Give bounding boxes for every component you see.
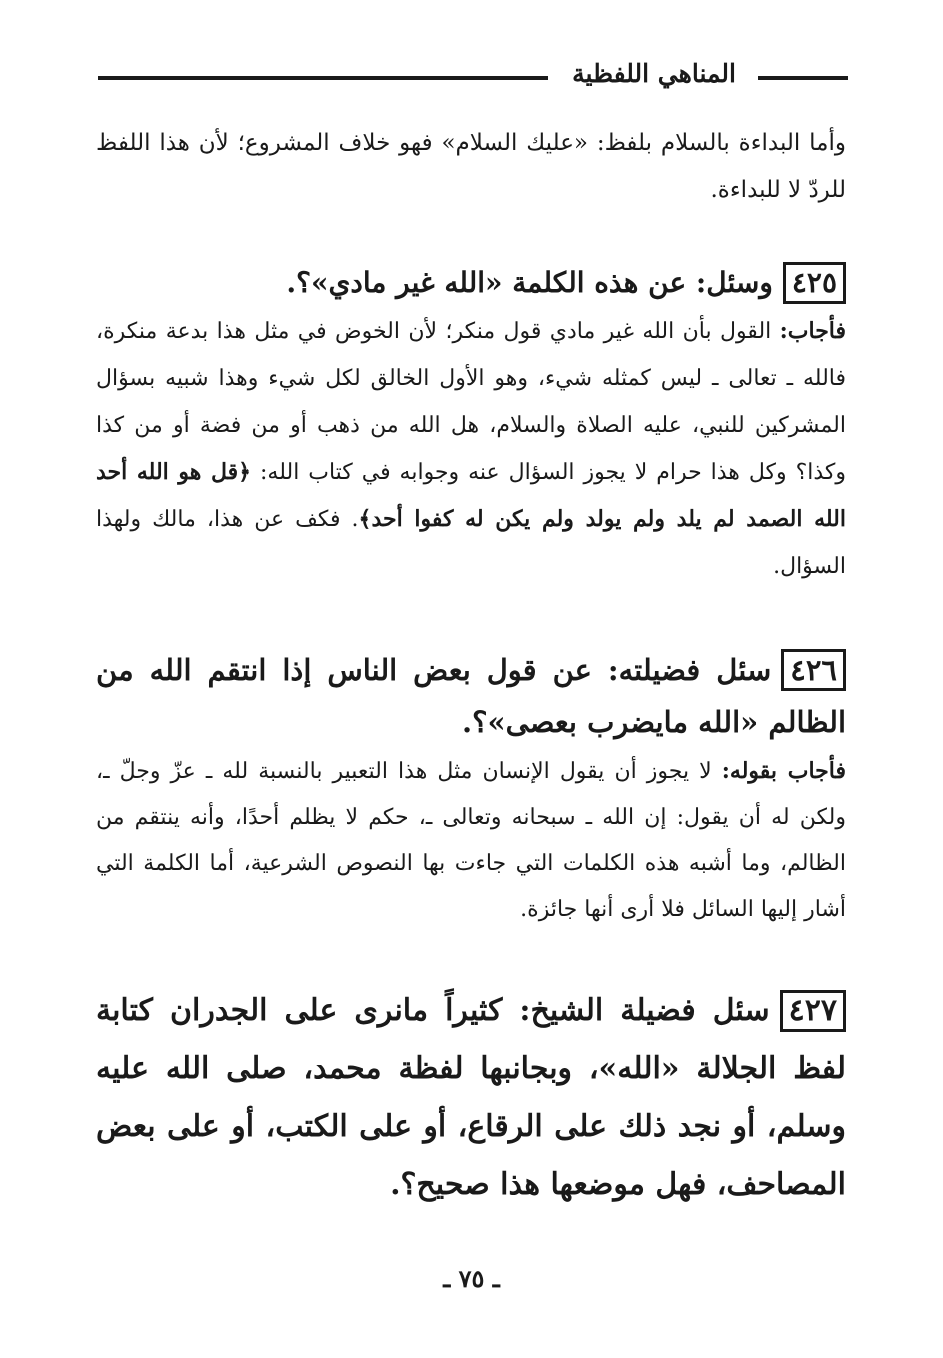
running-header bbox=[98, 52, 848, 96]
answer-lead: فأجاب: bbox=[779, 318, 847, 344]
fatwa-number-box: ٤٢٧ bbox=[780, 990, 846, 1032]
answer-425 bbox=[96, 308, 846, 590]
header-rule-right bbox=[758, 76, 848, 80]
question-text: سئل فضيلة الشيخ: كثيراً مانرى على الجدران كتابة لفظ الجلالة «الله»، وبجانبها لفظة محمد، صلى الله عليه وسلم، أو نجد ذلك على الرقاع، أو على الكتب، أو على بعض المصاحف، فهل موضعها هذا صحيح؟. bbox=[96, 993, 846, 1202]
header-title: المناهي اللفظية bbox=[572, 59, 736, 88]
question-427 bbox=[96, 982, 846, 1214]
answer-lead: فأجاب بقوله: bbox=[721, 758, 846, 784]
question-text: سئل فضيلته: عن قول بعض الناس إذا انتقم الله من الظالم «الله مايضرب بعصى»؟. bbox=[96, 653, 846, 739]
question-426 bbox=[96, 644, 846, 748]
fatwa-number-box: ٤٢٦ bbox=[781, 649, 846, 691]
answer-426 bbox=[96, 748, 846, 933]
question-425 bbox=[96, 258, 846, 308]
fatwa-section-426 bbox=[96, 644, 846, 933]
answer-text: لا يجوز أن يقول الإنسان مثل هذا التعبير بالنسبة لله ـ عزّ وجلّ ـ، ولكن له أن يقول: إن الله ـ سبحانه وتعالى ـ، حكم لا يظلم أحدًا، وأنه ينتقم من الظالم، وما أشبه هذه الكلمات التي جاءت بها النصوص الشرعية، أما الكلمة التي أشار إليها السائل فلا أرى أنها جائزة. bbox=[96, 759, 846, 922]
fatwa-number-box: ٤٢٥ bbox=[783, 262, 846, 304]
intro-paragraph: وأما البداءة بالسلام بلفظ: «عليك السلام» فهو خلاف المشروع؛ لأن هذا اللفظ للردّ لا للبداءة. bbox=[96, 130, 846, 203]
fatwa-section-427 bbox=[96, 982, 846, 1214]
question-text: وسئل: عن هذه الكلمة «الله غير مادي»؟. bbox=[286, 266, 773, 299]
header-rule-left bbox=[98, 76, 548, 80]
answer-text: القول بأن الله غير مادي قول منكر؛ لأن الخوض في مثل هذا بدعة منكرة، فالله ـ تعالى ـ ليس كمثله شيء، وهو الأول الخالق لكل شيء وهذا شبيه بسؤال المشركين للنبي، عليه الصلاة والسلام، هل الله من ذهب أو من فضة أو من كذا وكذا؟ وكل هذا حرام لا يجوز السؤال عنه وجوابه في كتاب الله: bbox=[96, 319, 846, 485]
quran-verse: ﴿قل هو الله أحد الله الصمد لم يلد ولم يولد ولم يكن له كفوا أحد﴾ bbox=[96, 459, 846, 532]
page-number: ـ ٧٥ ـ bbox=[443, 1264, 500, 1293]
answer-text-end: . فكف عن هذا، مالك ولهذا السؤال. bbox=[96, 507, 846, 579]
fatwa-section-425 bbox=[96, 258, 846, 590]
